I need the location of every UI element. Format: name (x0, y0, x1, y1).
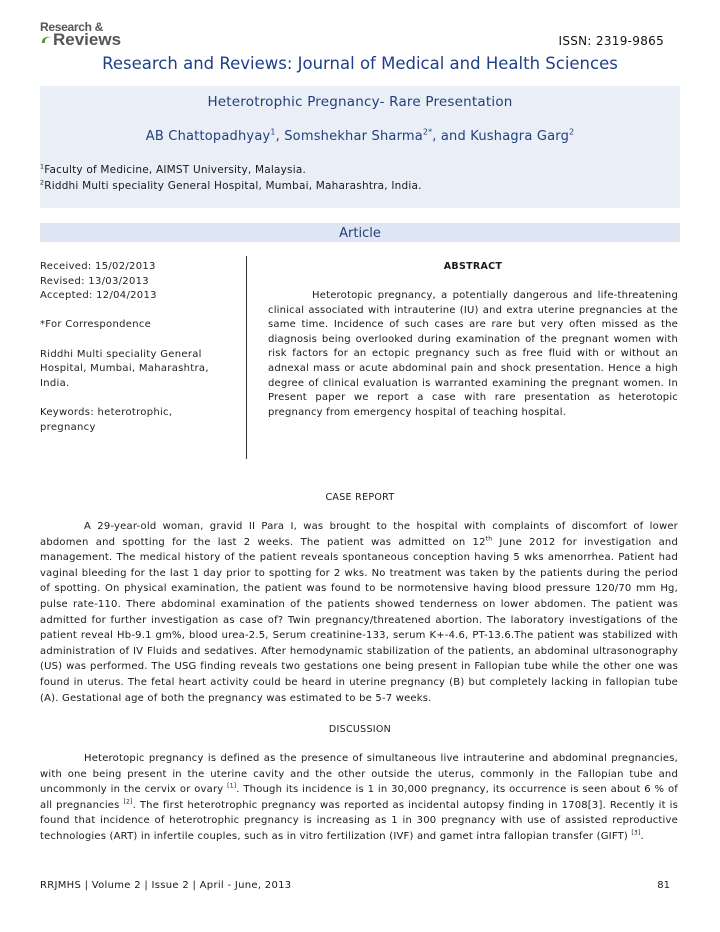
citation: [3] (631, 829, 641, 837)
citation: [1] (227, 782, 237, 790)
author-affiliation-mark: 2* (422, 127, 433, 137)
author-list: AB Chattopadhyay$^1$, Somshekhar Sharma$^{2*}$, and Kushagra Garg$^2$ (145, 127, 575, 144)
footer-citation: RRJMHS | Volume 2 | Issue 2 | April - June, 2013 (40, 880, 292, 891)
logo-swoosh-icon (40, 34, 54, 46)
keywords-label: Keywords: (40, 406, 94, 418)
author-name: Somshekhar Sharma (284, 129, 423, 144)
author-affiliation-mark: 2 (569, 127, 575, 137)
correspondence-label: *For Correspondence (40, 319, 152, 331)
abstract-heading: ABSTRACT (443, 261, 503, 272)
abstract-text: Heterotopic pregnancy, a potentially dangerous and life-threatening clinical associated with intrauterine (IU) and extra uterine pregnancies at the same time. Incidence of such cases are rare but very often missed as the diagnosis being overlooked during examination of the pregnant women with risk factors for an ectopic pregnancy such as free fluid with or without an adnexal mass or acute abdominal pain and shock presentation. Hence a high degree of clinical evaluation is warranted examining the pregnant women. In Present paper we report a case with rare presentation as heterotopic pregnancy from emergency hospital of teaching hospital. (268, 290, 678, 418)
correspondence-line: India. (40, 377, 70, 389)
affiliation (40, 180, 422, 192)
article-section-bar (40, 223, 680, 242)
discussion-heading: DISCUSSION (328, 724, 392, 735)
journal-logo (40, 20, 120, 50)
keywords (40, 406, 240, 421)
logo-line1: Research & (40, 20, 104, 34)
affiliation-number: 1 (40, 163, 45, 171)
journal-title: Research and Reviews: Journal of Medical and Health Sciences (102, 54, 618, 73)
article-title: Heterotrophic Pregnancy- Rare Presentation (207, 94, 513, 110)
logo-line2: Reviews (53, 30, 122, 49)
affiliation-text: Faculty of Medicine, AIMST University, Malaysia. (44, 164, 306, 176)
affiliation-number: 2 (40, 179, 45, 187)
issn: ISSN: 2319-9865 (558, 34, 664, 48)
affiliation-text: Riddhi Multi speciality General Hospital, Mumbai, Maharashtra, India. (44, 180, 422, 192)
affiliation (40, 164, 306, 176)
case-report-paragraph: A 29-year-old woman, gravid II Para I, was brought to the hospital with complaints of discomfort of lower abdomen and spotting for the last 2 weeks. The patient was admitted on 12th June 2012 for investigation and management. The medical history of the patient reveals spontaneous conception having 5 wks amenorrhea. Patient had vaginal bleeding for the last 1 day prior to spotting for 2 wks. No treatment was taken by the patients during the period of spotting. On physical examination, the patient was found to be normotensive having blood pressure 120/70 mm Hg, pulse rate-110. There abdominal examination of the patients showed tenderness on lower abdomen. The patient was admitted for further investigation as case of? Twin pregnancy/threatened abortion. The laboratory investigations of the patient reveal Hb-9.1 gm%, blood urea-2.5, Serum creatinine-133, serum K+-4.6, PT-13.6.The patient was stabilized with administration of IV Fluids and sedatives. After hemodynamic stabilization of the patients, an abdominal ultrasonography (US) was performed. The USG finding reveals two gestations one being present in Fallopian tube while the other one was found in uterus. The fetal heart activity could be heard in uterine pregnancy (B) but completely lacking in fallopian tube (A). Gestational age of both the pregnancy was estimated to be 5-7 weeks. (40, 521, 678, 704)
article-label: Article (339, 226, 381, 241)
correspondence-line: Riddhi Multi speciality General (40, 348, 202, 360)
correspondence-line: Hospital, Mumbai, Maharashtra, (40, 363, 209, 375)
accepted-date: Accepted: 12/04/2013 (40, 290, 157, 302)
discussion-paragraph: Heterotopic pregnancy is defined as the presence of simultaneous live intrauterine and abdominal pregnancies, with one being present in the uterine cavity and the other outside the uterus, commonly in the Fallopian tube and uncommonly in the cervix or ovary [1]. Though its incidence is 1 in 30,000 pregnancy, its occurrence is seen about 6 % of all pregnancies [2]. The first heterotrophic pregnancy was reported as incidental autopsy finding in 1708[3]. Recently it is found that incidence of heterotrophic pregnancy is increasing as 1 in 300 pregnancy with use of assisted reproductive technologies (ART) in infertile couples, such as in vitro fertilization (IVF) and gamet intra fallopian transfer (GIFT) [3]. (40, 753, 678, 842)
article-header-box (40, 86, 680, 208)
keywords-value: heterotrophic, (97, 406, 173, 418)
column-divider (246, 256, 247, 459)
received-date: Received: 15/02/2013 (40, 261, 156, 272)
article-metadata (40, 260, 240, 435)
citation: [2] (123, 798, 133, 806)
page-number: 81 (657, 880, 670, 891)
revised-date: Revised: 13/03/2013 (40, 275, 149, 287)
author-affiliation-mark: 1 (270, 127, 276, 137)
keywords-value-cont: pregnancy (40, 421, 96, 433)
author-name: and Kushagra Garg (440, 129, 570, 144)
case-report-heading: CASE REPORT (325, 492, 395, 503)
author-name: AB Chattopadhyay (145, 129, 271, 144)
